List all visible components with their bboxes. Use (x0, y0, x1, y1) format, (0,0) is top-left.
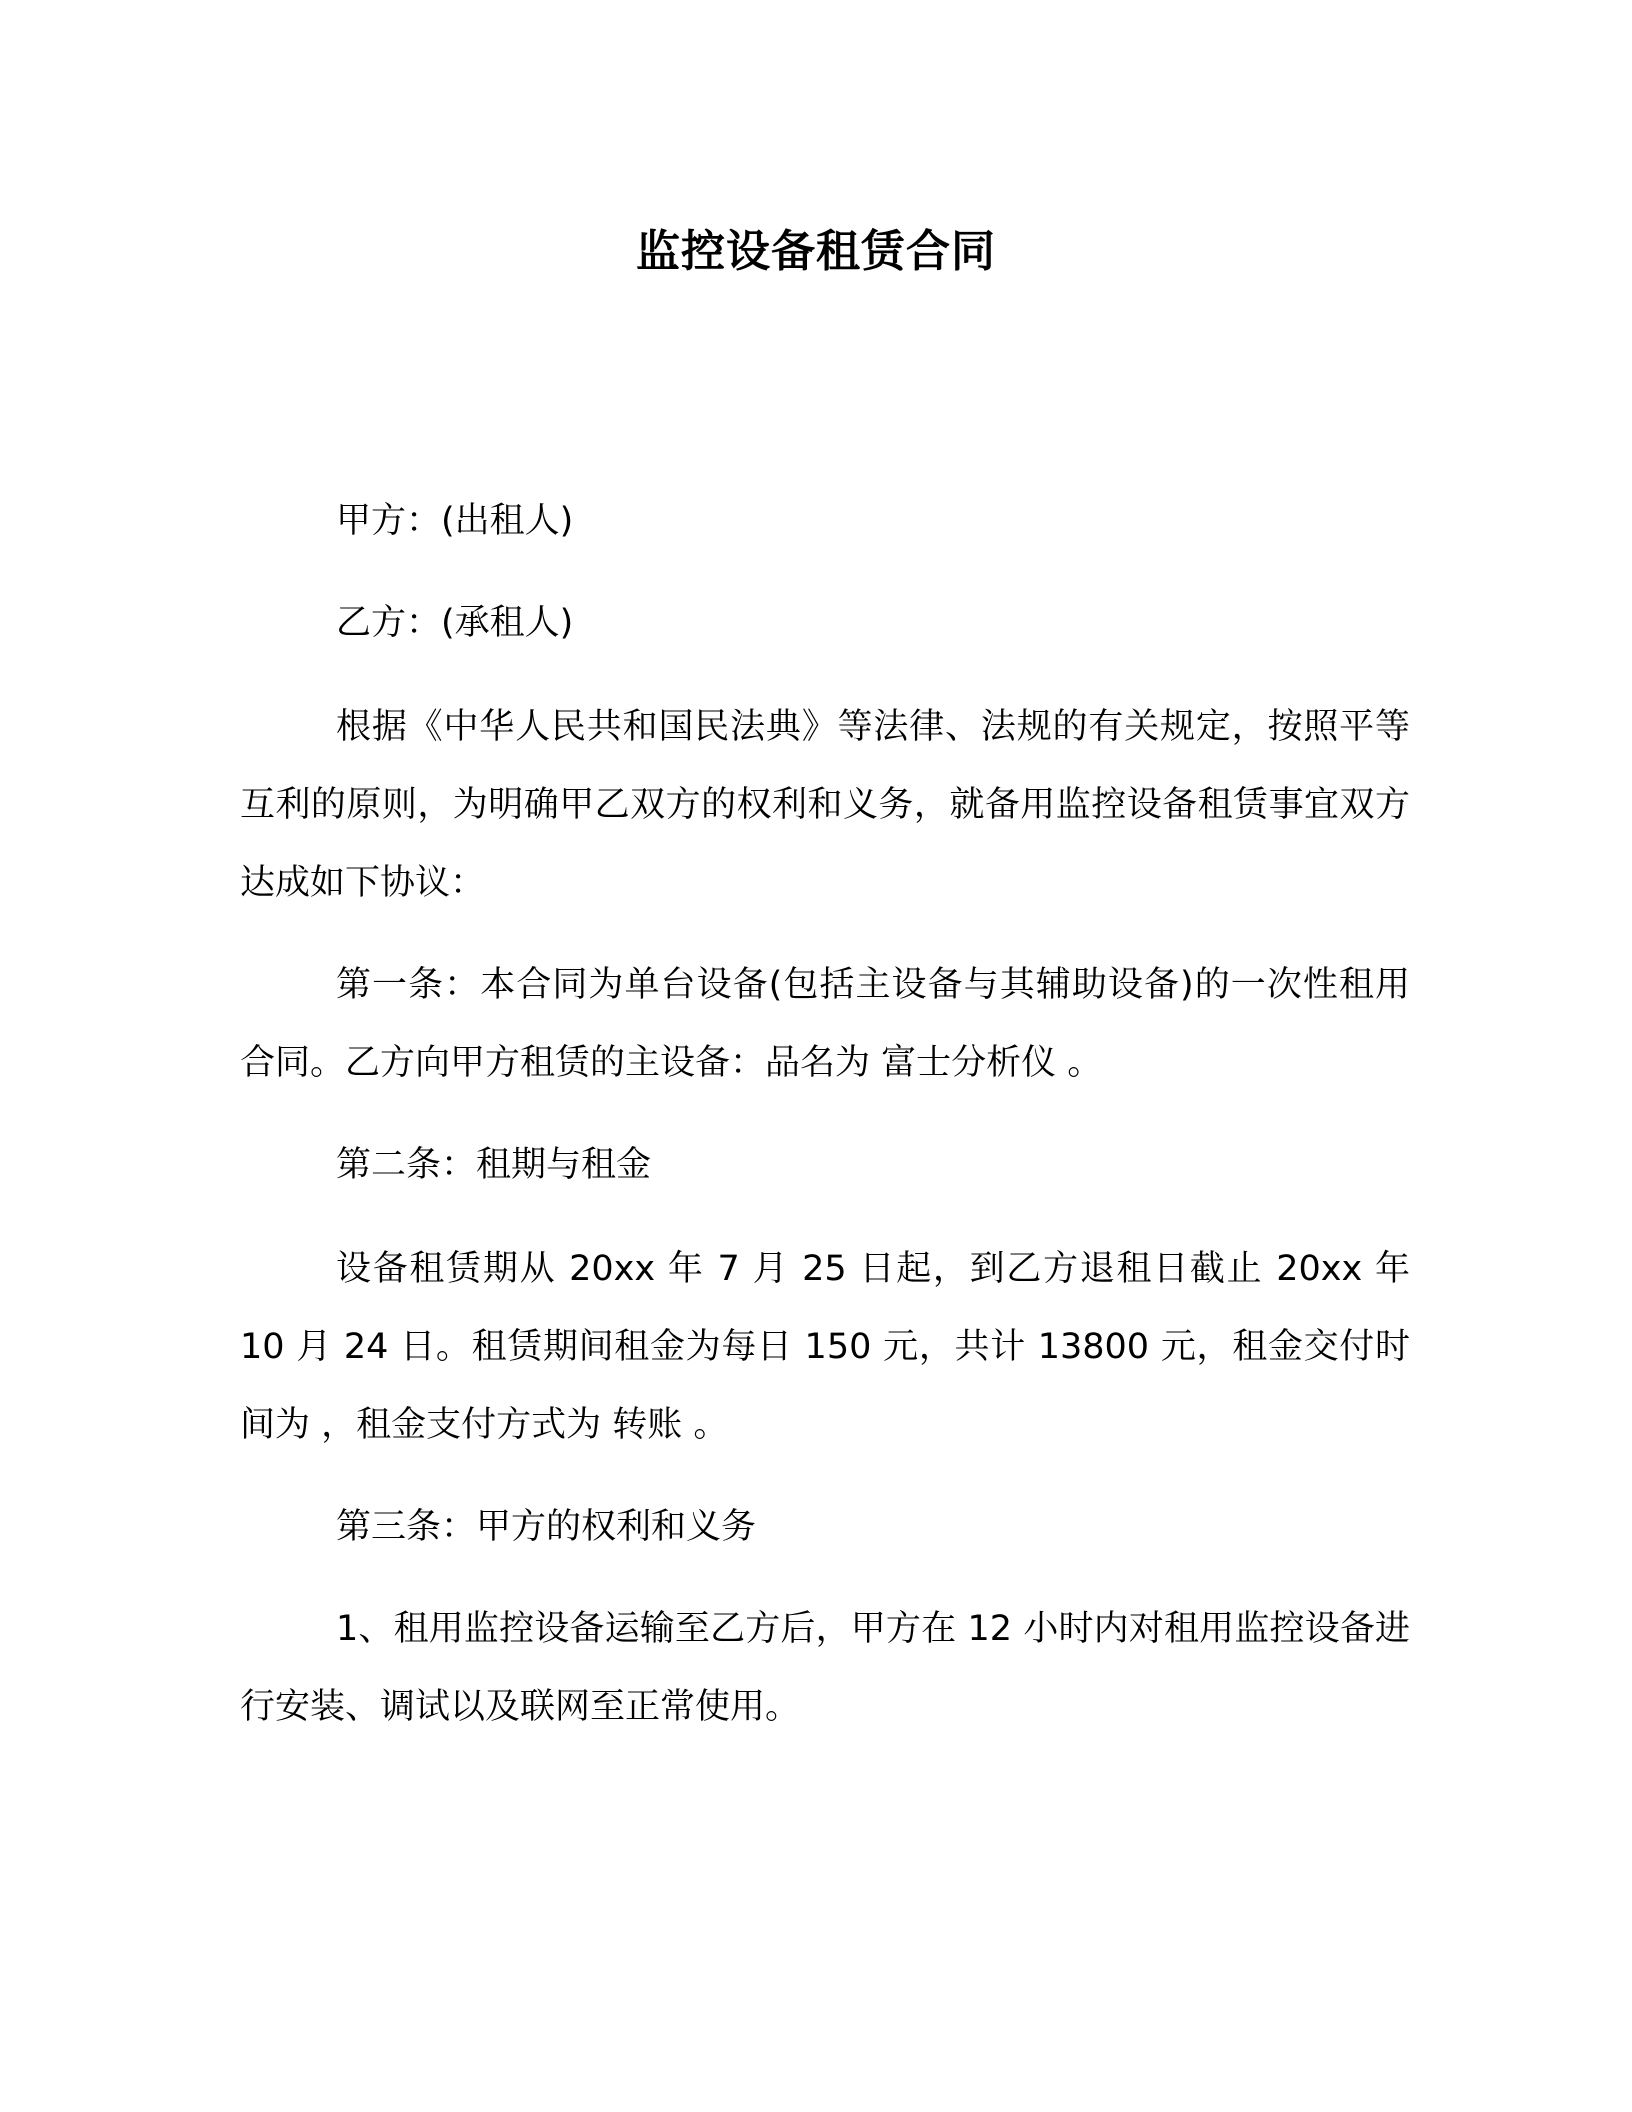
article3-heading: 第三条：甲方的权利和义务 (336, 1507, 757, 1547)
party-b-line: 乙方：(承租人) (336, 603, 574, 643)
article1-paragraph: 第一条：本合同为单台设备(包括主设备与其辅助设备)的一次性租用合同。乙方向甲方租赁的主设备：品名为 富士分析仪 。 (240, 965, 1410, 1083)
preamble-paragraph: 根据《中华人民共和国民法典》等法律、法规的有关规定，按照平等互利的原则，为明确甲乙双方的权利和义务，就备用监控设备租赁事宜双方达成如下协议： (240, 707, 1410, 903)
article1-block (240, 946, 1410, 1102)
article2-body-block (240, 1230, 1410, 1464)
article2-heading: 第二条：租期与租金 (336, 1145, 652, 1185)
article3-item1-block (240, 1590, 1410, 1746)
article3-item1-paragraph: 1、租用监控设备运输至乙方后，甲方在 12 小时内对租用监控设备进行安装、调试以及联网至正常使用。 (240, 1609, 1410, 1727)
party-a-line: 甲方：(出租人) (336, 501, 574, 541)
article2-paragraph: 设备租赁期从 20xx 年 7 月 25 日起，到乙方退租日截止 20xx 年 10 月 24 日。租赁期间租金为每日 150 元，共计 13800 元，租金交付时间为 ，租金支付方式为 转账 。 (240, 1249, 1410, 1445)
document-title: 监控设备租赁合同 (636, 226, 996, 277)
party-b-block (240, 584, 1410, 662)
article3-heading-block (240, 1488, 1410, 1566)
preamble-block (240, 688, 1410, 922)
party-a-block (240, 482, 1410, 560)
article2-heading-block (240, 1126, 1410, 1204)
